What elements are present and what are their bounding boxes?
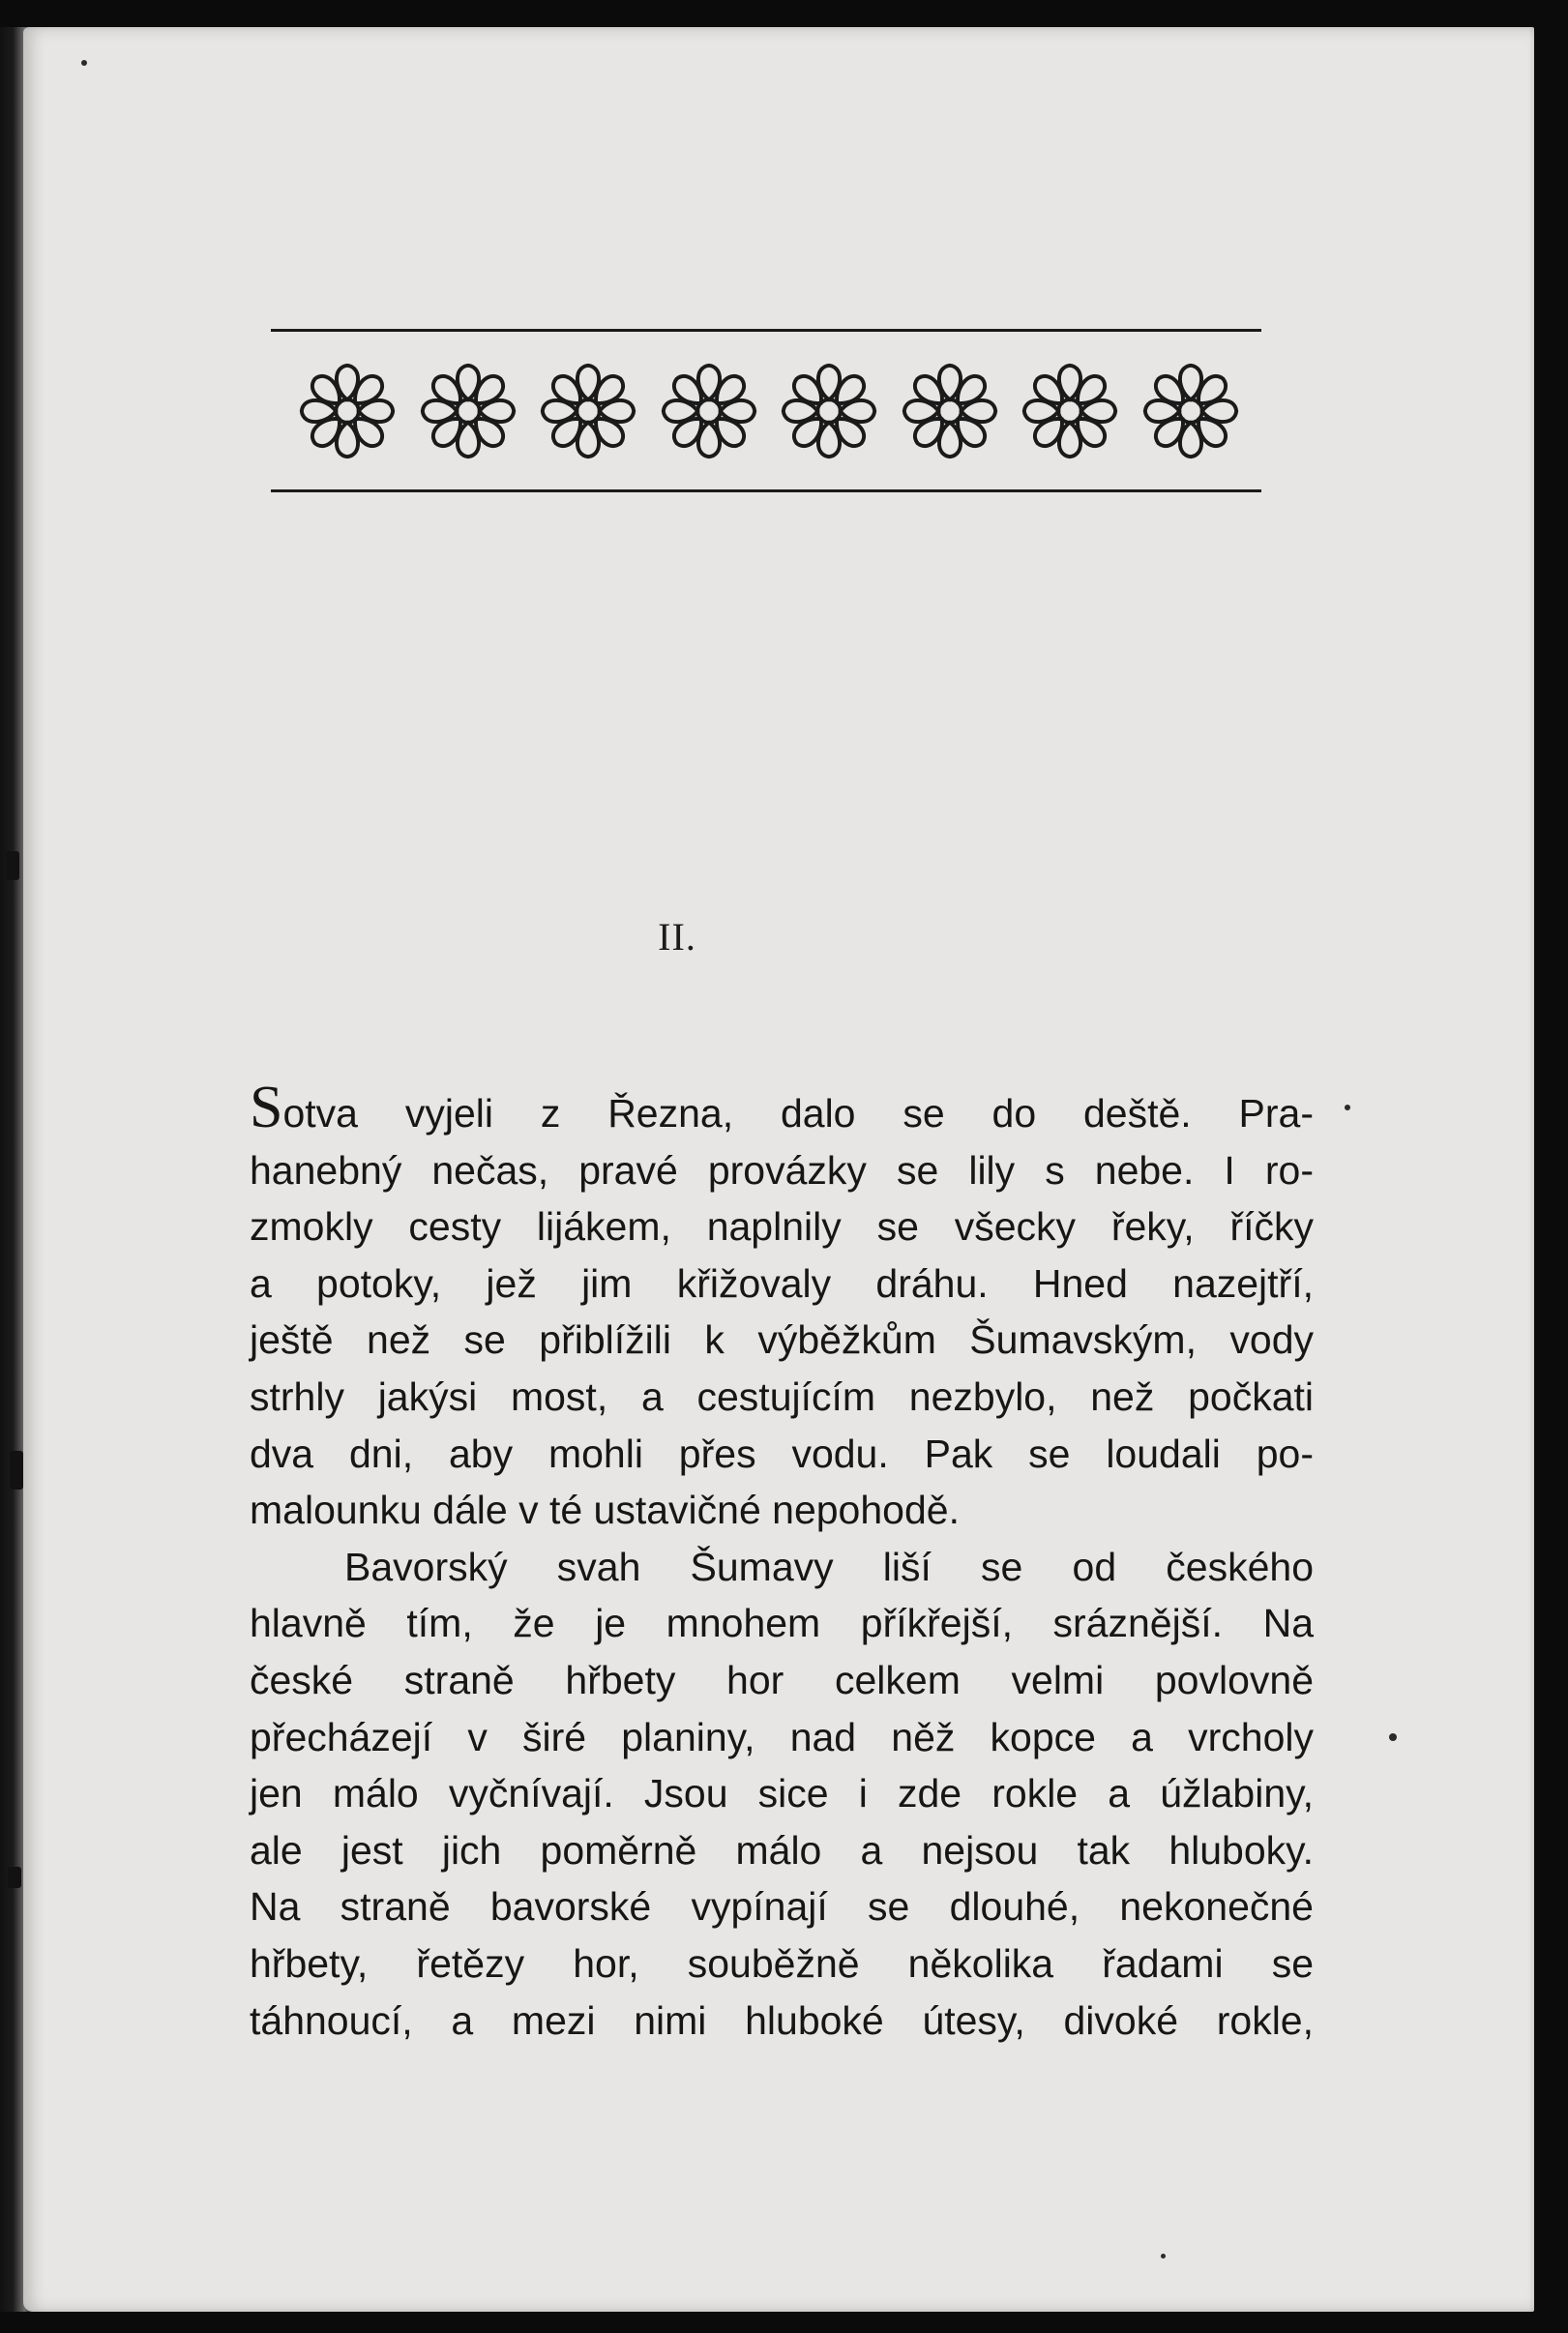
text-line: zmokly cesty lijákem, naplnily se všecky řeky, říčky bbox=[250, 1204, 1314, 1250]
text-line: Na straně bavorské vypínají se dlouhé, nekonečné bbox=[250, 1884, 1314, 1930]
binding-mark bbox=[8, 1867, 21, 1888]
flower-row bbox=[290, 358, 1248, 464]
text-line: Bavorský svah Šumavy liší se od českého bbox=[344, 1544, 1314, 1589]
chapter-ornament bbox=[271, 329, 1261, 493]
text-line: malounku dále v té ustavičné nepohodě. bbox=[250, 1488, 960, 1533]
flower-ornament-icon bbox=[893, 358, 1007, 464]
text-line: ještě než se přiblížili k výběžkům Šumavským, vody bbox=[250, 1317, 1314, 1363]
text-line: Sotva vyjeli z Řezna, dalo se do deště. Pra- bbox=[250, 1075, 1314, 1140]
paper-speck bbox=[1389, 1733, 1397, 1741]
flower-ornament-icon bbox=[1013, 358, 1127, 464]
text-line: hanebný nečas, pravé provázky se lily s nebe. I ro- bbox=[250, 1147, 1314, 1193]
text-line: dva dni, aby mohli přes vodu. Pak se loudali po- bbox=[250, 1431, 1314, 1476]
text-line: ale jest jich poměrně málo a nejsou tak hluboky. bbox=[250, 1827, 1314, 1873]
flower-ornament-icon bbox=[290, 358, 404, 464]
body-text bbox=[250, 1075, 1314, 2049]
text-line: české straně hřbety hor celkem velmi povlovně bbox=[250, 1657, 1314, 1702]
paper-speck bbox=[81, 60, 87, 66]
chapter-number: II. bbox=[658, 915, 696, 959]
text-line: a potoky, jež jim křižovaly dráhu. Hned nazejtří, bbox=[250, 1260, 1314, 1306]
flower-ornament-icon bbox=[531, 358, 645, 464]
paper-speck bbox=[1161, 2254, 1166, 2259]
flower-ornament-icon bbox=[772, 358, 886, 464]
binding-mark bbox=[10, 1451, 23, 1490]
text-line: jen málo vyčnívají. Jsou sice i zde rokle a úžlabiny, bbox=[250, 1771, 1314, 1816]
text-line: strhly jakýsi most, a cestujícím nezbylo, než počkati bbox=[250, 1373, 1314, 1419]
flower-ornament-icon bbox=[411, 358, 525, 464]
ornament-rule-top bbox=[271, 329, 1261, 332]
paper-speck bbox=[1345, 1105, 1350, 1110]
drop-cap: S bbox=[250, 1075, 283, 1140]
text-line: hřbety, řetězy hor, souběžně několika řadami se bbox=[250, 1940, 1314, 1986]
text-line: hlavně tím, že je mnohem příkřejší, sráznější. Na bbox=[250, 1601, 1314, 1646]
text-line: přecházejí v širé planiny, nad něž kopce a vrcholy bbox=[250, 1714, 1314, 1759]
ornament-rule-bottom bbox=[271, 489, 1261, 492]
text-line: táhnoucí, a mezi nimi hluboké útesy, divoké rokle, bbox=[250, 1997, 1314, 2043]
binding-mark bbox=[6, 851, 19, 880]
flower-ornament-icon bbox=[1134, 358, 1248, 464]
flower-ornament-icon bbox=[652, 358, 766, 464]
